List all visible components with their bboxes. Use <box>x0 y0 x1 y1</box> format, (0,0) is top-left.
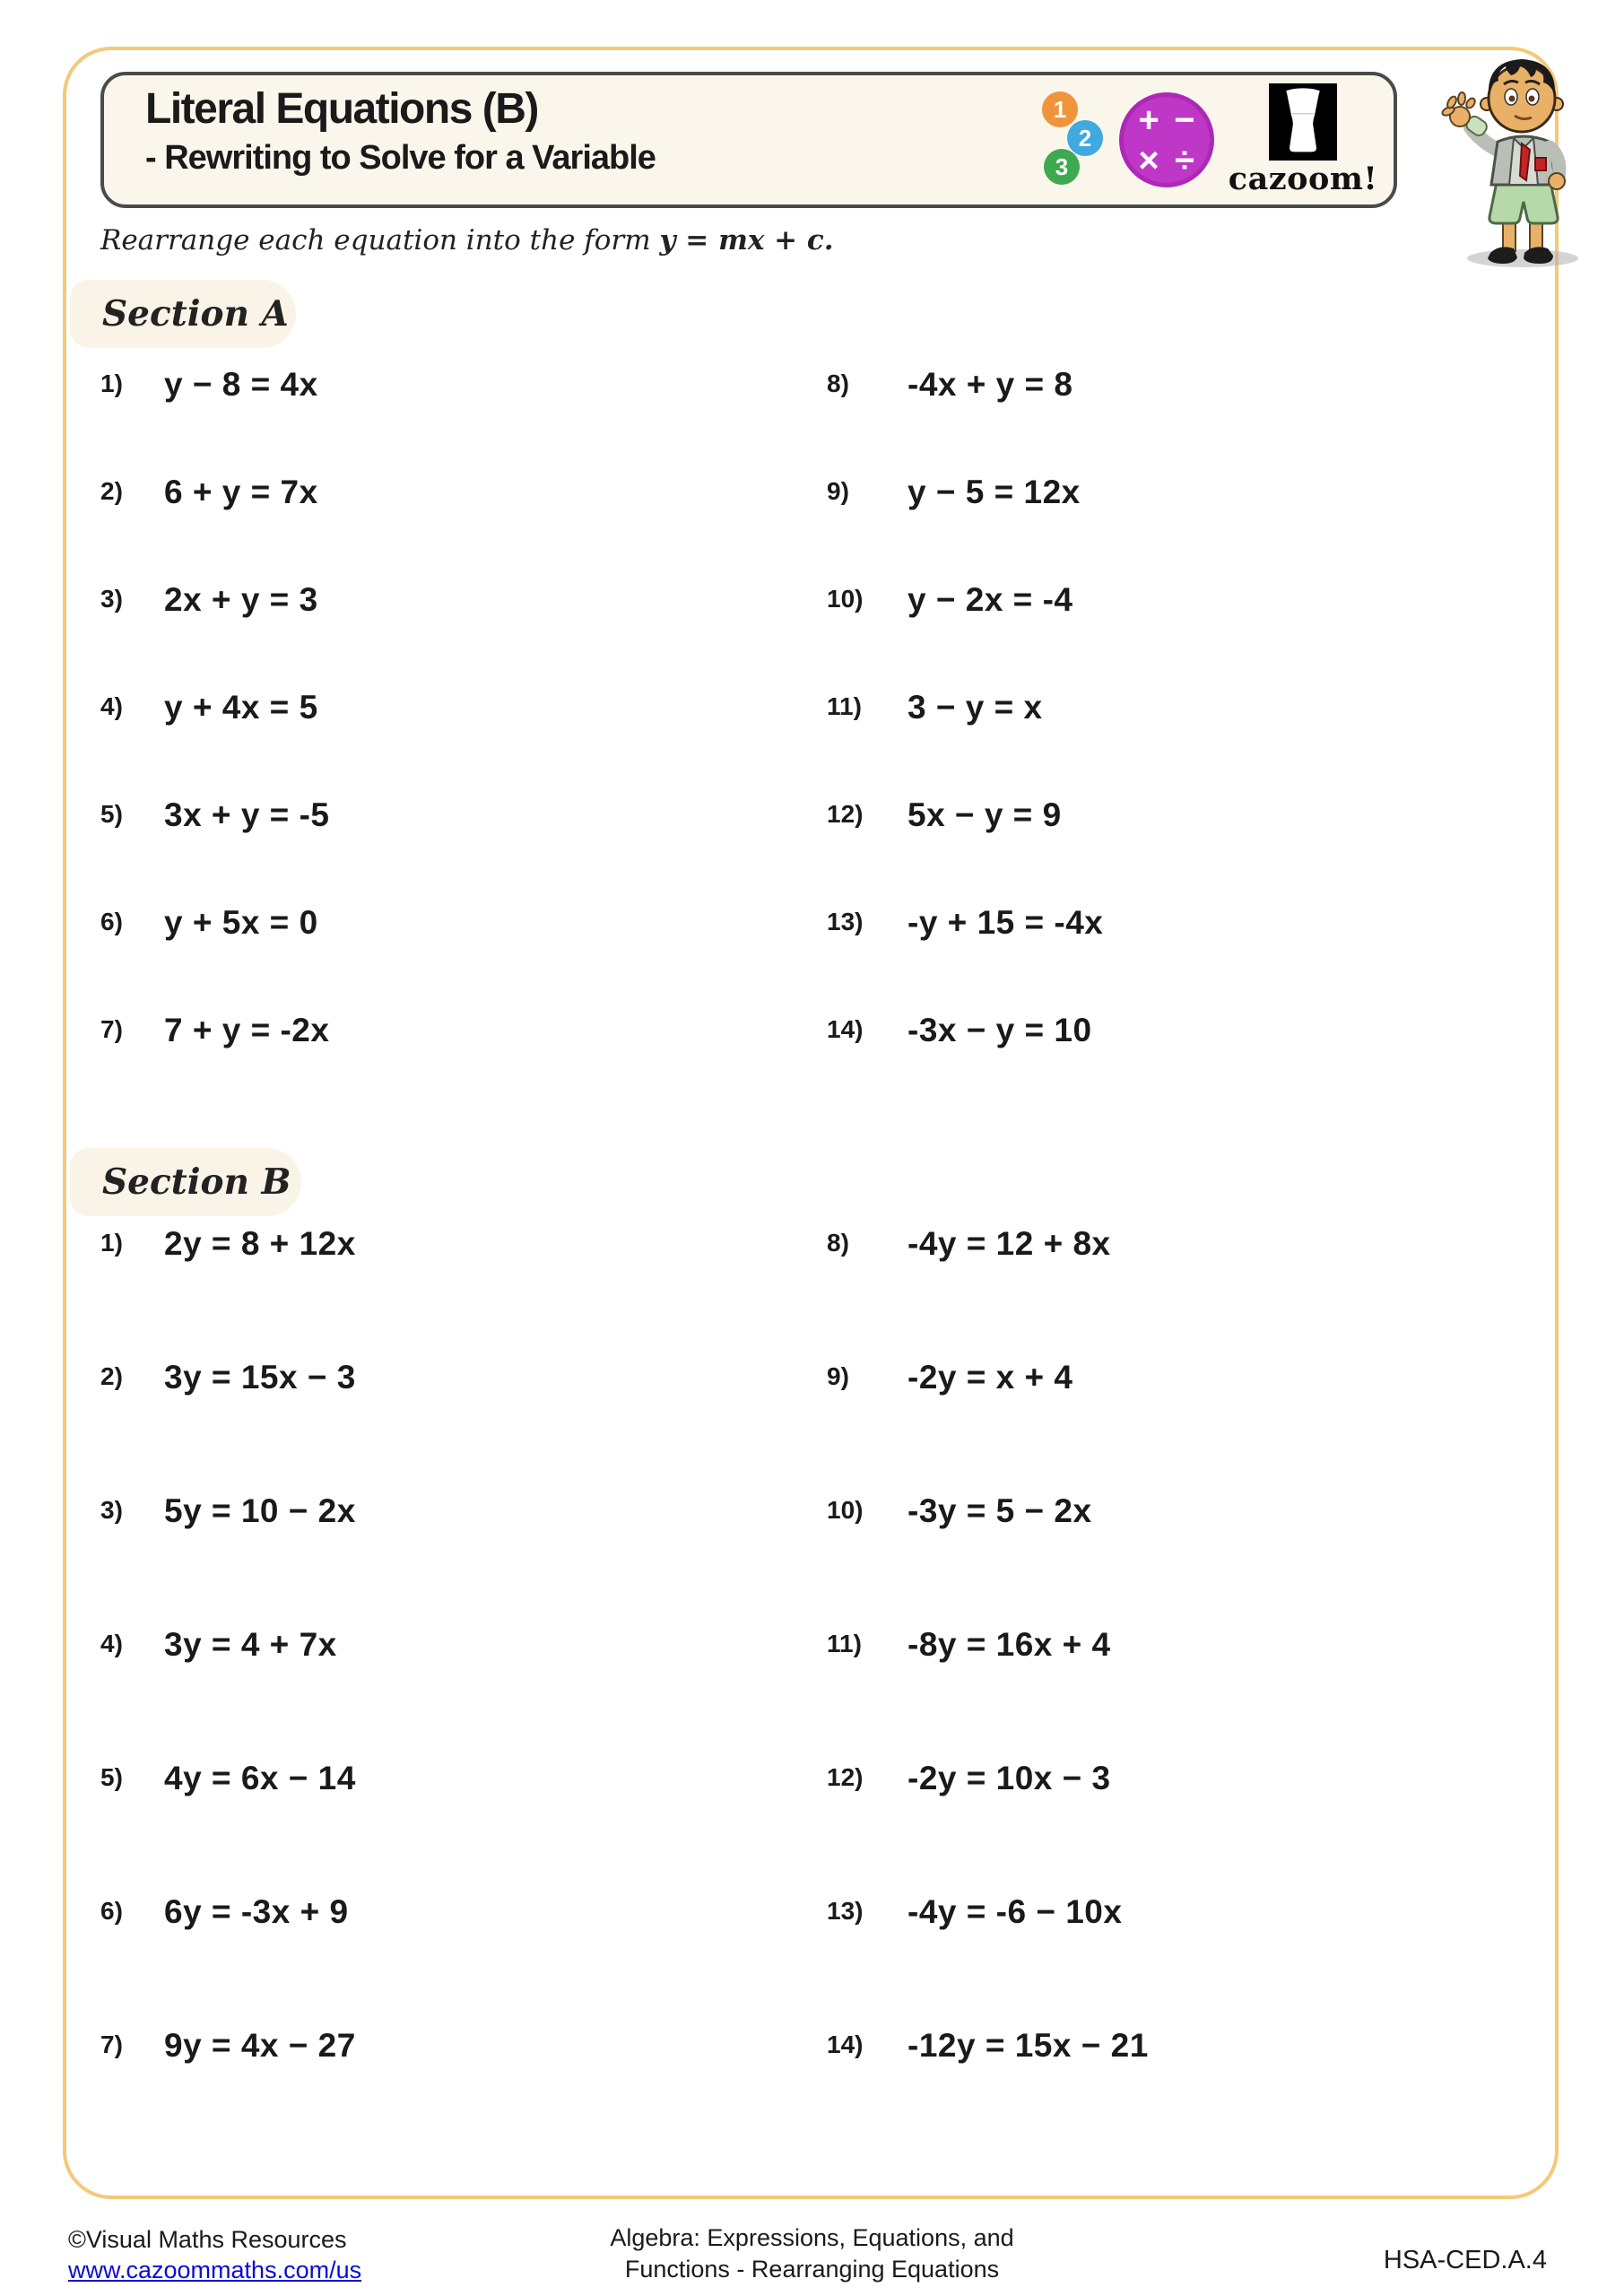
question-item <box>100 1760 356 1893</box>
cazoom-logo <box>1228 83 1378 197</box>
question-item <box>827 1225 1149 1359</box>
question-item <box>827 1626 1149 1760</box>
question-equation: 6y = -3x + 9 <box>164 1893 349 1930</box>
section-a-column-1 <box>100 366 329 1119</box>
question-equation: 6 + y = 7x <box>164 474 318 510</box>
question-equation: -3y = 5 − 2x <box>908 1492 1092 1529</box>
topic-line-1: Algebra: Expressions, Equations, and <box>610 2224 1014 2251</box>
question-equation: 2x + y = 3 <box>164 581 318 618</box>
question-equation: 3x + y = -5 <box>164 796 330 833</box>
question-equation: -2y = 10x − 3 <box>908 1760 1111 1796</box>
level-1-badge: 1 <box>1042 91 1078 127</box>
question-number: 2) <box>100 477 123 505</box>
question-number: 12) <box>827 1763 864 1791</box>
question-equation: y + 4x = 5 <box>164 689 318 726</box>
question-equation: 3y = 4 + 7x <box>164 1626 337 1663</box>
question-number: 14) <box>827 2031 864 2058</box>
question-item <box>100 2027 356 2161</box>
question-equation: y − 8 = 4x <box>164 366 318 403</box>
question-equation: 5y = 10 − 2x <box>164 1492 356 1529</box>
question-number: 9) <box>827 477 849 505</box>
question-item <box>100 796 329 904</box>
question-number: 10) <box>827 1496 864 1524</box>
question-number: 9) <box>827 1362 849 1390</box>
question-item <box>827 1893 1149 2027</box>
question-number: 2) <box>100 1362 123 1390</box>
question-item <box>100 1893 356 2027</box>
level-2-badge: 2 <box>1067 120 1103 156</box>
footer-center <box>610 2222 1013 2285</box>
topic-line-2: Functions - Rearranging Equations <box>624 2256 1000 2283</box>
standard-code: HSA-CED.A.4 <box>1383 2246 1547 2274</box>
question-number: 6) <box>100 908 123 935</box>
question-equation: 5x − y = 9 <box>908 796 1062 833</box>
question-equation: -4y = -6 − 10x <box>908 1893 1123 1930</box>
question-number: 11) <box>827 692 862 720</box>
plus-icon: + <box>1138 100 1159 140</box>
section-a-column-2 <box>827 366 1103 1119</box>
question-number: 1) <box>100 1229 123 1257</box>
question-equation: 2y = 8 + 12x <box>164 1225 356 1262</box>
question-item <box>100 366 329 474</box>
question-item <box>827 1359 1149 1492</box>
question-number: 12) <box>827 800 864 828</box>
question-equation: 9y = 4x − 27 <box>164 2027 356 2064</box>
question-item <box>827 689 1103 796</box>
level-badges <box>1042 90 1110 190</box>
question-item <box>827 1012 1103 1119</box>
question-equation: -4x + y = 8 <box>908 366 1073 403</box>
question-equation: -y + 15 = -4x <box>908 904 1104 941</box>
instruction-text: Rearrange each equation into the form <box>100 224 651 257</box>
minus-icon: − <box>1174 100 1195 140</box>
question-number: 6) <box>100 1897 123 1925</box>
question-number: 4) <box>100 692 123 720</box>
math-operations-icon <box>1119 92 1214 187</box>
question-item <box>827 581 1103 689</box>
question-item <box>100 1225 356 1359</box>
footer-left <box>68 2224 361 2285</box>
question-item <box>827 1492 1149 1626</box>
question-equation: 7 + y = -2x <box>164 1012 330 1048</box>
section-a-label-text: Section A <box>102 293 289 335</box>
title-block <box>145 83 656 179</box>
question-item <box>827 2027 1149 2161</box>
question-item <box>827 474 1103 581</box>
question-number: 5) <box>100 1763 123 1791</box>
question-number: 13) <box>827 1897 864 1925</box>
question-number: 5) <box>100 800 123 828</box>
question-equation: y + 5x = 0 <box>164 904 318 941</box>
question-item <box>100 581 329 689</box>
website-link[interactable]: www.cazoommaths.com/us <box>68 2257 362 2283</box>
question-number: 8) <box>827 370 849 397</box>
question-item <box>100 689 329 796</box>
question-equation: y − 5 = 12x <box>908 474 1081 510</box>
drum-icon <box>1269 83 1337 161</box>
page-title: Literal Equations (B) <box>145 85 538 133</box>
header <box>100 72 1397 208</box>
cartoon-boy-mascot <box>1424 32 1602 273</box>
question-number: 7) <box>100 1015 123 1043</box>
section-b-label-text: Section B <box>102 1161 291 1203</box>
question-number: 13) <box>827 908 864 935</box>
question-equation: 3 − y = x <box>908 689 1043 726</box>
question-number: 14) <box>827 1015 864 1043</box>
question-equation: -4y = 12 + 8x <box>908 1225 1111 1262</box>
question-equation: 4y = 6x − 14 <box>164 1760 356 1796</box>
question-item <box>100 1626 356 1760</box>
question-number: 3) <box>100 1496 123 1524</box>
level-3-badge: 3 <box>1044 149 1080 185</box>
question-equation: y − 2x = -4 <box>908 581 1073 618</box>
question-item <box>827 1760 1149 1893</box>
question-number: 3) <box>100 585 123 613</box>
question-number: 10) <box>827 585 864 613</box>
question-number: 11) <box>827 1630 862 1657</box>
question-number: 8) <box>827 1229 849 1257</box>
question-item <box>100 474 329 581</box>
section-a-label <box>70 280 296 348</box>
question-number: 7) <box>100 2031 123 2058</box>
copyright-text: ©Visual Maths Resources <box>68 2226 347 2253</box>
logo-group <box>1042 75 1378 204</box>
multiply-icon: × <box>1138 141 1159 180</box>
question-item <box>100 1492 356 1626</box>
question-equation: -12y = 15x − 21 <box>908 2027 1149 2064</box>
page-subtitle: - Rewriting to Solve for a Variable <box>145 139 656 177</box>
question-equation: -8y = 16x + 4 <box>908 1626 1111 1663</box>
question-equation: 3y = 15x − 3 <box>164 1359 356 1396</box>
section-b-column-2 <box>827 1225 1149 2161</box>
question-number: 1) <box>100 370 123 397</box>
instruction-formula: y = mx + c. <box>659 224 834 257</box>
instruction <box>100 224 834 257</box>
cazoom-logo-text: cazoom! <box>1228 160 1378 197</box>
question-item <box>827 904 1103 1012</box>
question-item <box>100 1012 329 1119</box>
question-item <box>100 904 329 1012</box>
question-equation: -3x − y = 10 <box>908 1012 1092 1048</box>
question-equation: -2y = x + 4 <box>908 1359 1073 1396</box>
question-item <box>100 1359 356 1492</box>
section-b-label <box>70 1148 301 1216</box>
question-number: 4) <box>100 1630 123 1657</box>
divide-icon: ÷ <box>1175 141 1194 180</box>
question-item <box>827 796 1103 904</box>
section-b-column-1 <box>100 1225 356 2161</box>
question-item <box>827 366 1103 474</box>
